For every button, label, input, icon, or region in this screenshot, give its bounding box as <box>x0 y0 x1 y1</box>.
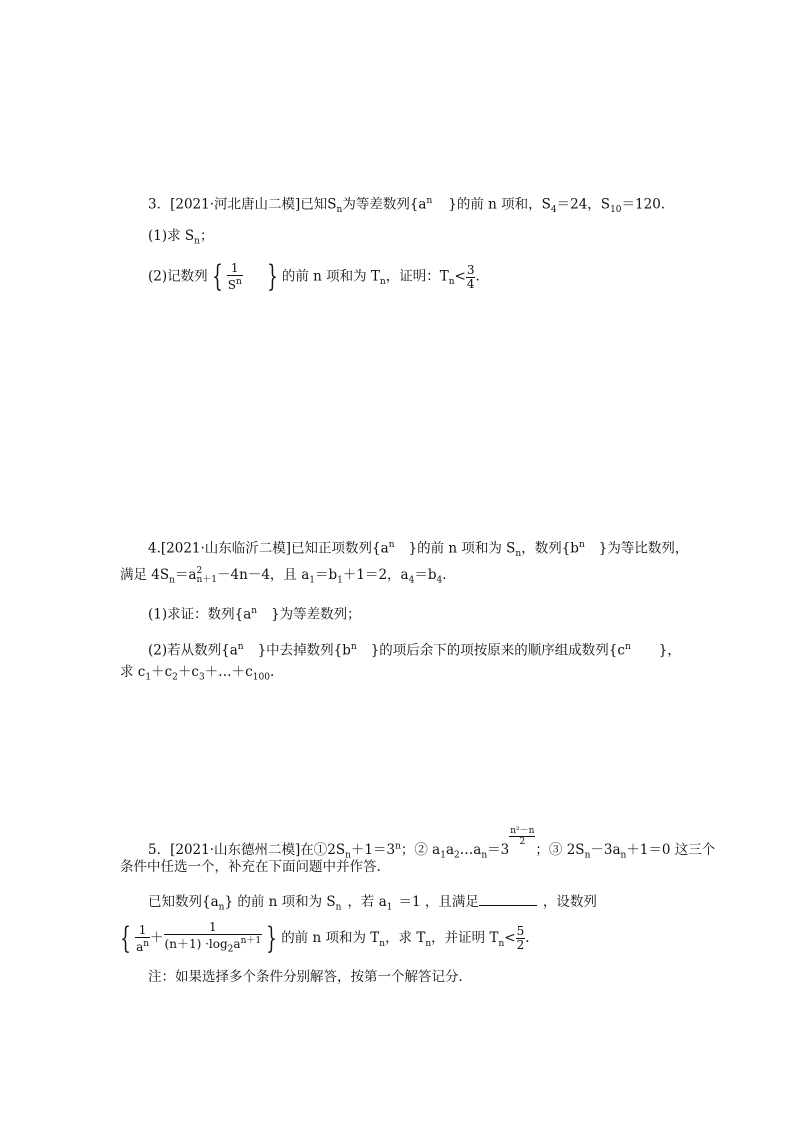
problem-source: [2021·河北唐山二模] <box>170 196 301 213</box>
left-brace-icon: { <box>211 259 223 294</box>
term-fraction-1: $\frac{1}{a^n}$ <box>136 922 150 954</box>
problem-3-stem: 3．[2021·河北唐山二模]已知$S_n$为等差数列{$a^n$ }的前 n 项和，$S_4=24$，$S_{10}=120$. <box>148 196 666 216</box>
reciprocal-fraction: $\frac{1}{S^n}$ <box>227 261 242 292</box>
answer-blank[interactable] <box>479 892 537 906</box>
right-brace-icon: } <box>267 259 278 294</box>
problem-5-stem-line-1: 5．[2021·山东德州二模]在$①2S_n+1=3^n$；② $a_1a_2\dots a_n=3$ $\frac{\text{n²－n}}{2}$ ；③ $2S_n-3a_n+1=0$ 这三个 <box>148 826 716 861</box>
problem-5-question-line-2: { $\frac{1}{a^n}$ ＋ $\frac{1}{(n+1) \cdot\log_2a^{n+1}}$ } 的前 n 项和为 $T_n$，求 $T_n$，并证明 $T_n<$ $\frac{5}{2}$ . <box>120 920 530 956</box>
right-brace-icon: } <box>266 920 277 956</box>
problem-4-part-2-cont: 求 $c_1+c_2+c_3+\dots+c_{100}$. <box>120 664 275 683</box>
problem-5-stem-line-2: 条件中任选一个，补充在下面问题中并作答. <box>120 859 381 875</box>
problem-number: 3． <box>148 196 171 213</box>
problem-3-part-1: (1)求 $S_n$； <box>148 228 214 247</box>
bound-fraction: $\frac{3}{4}$ <box>466 262 475 291</box>
problem-5-question-line-1: 已知数列$\{a_n\}$ 的前 n 项和为 $S_n$ ，若 $a_1 =1$ ，且满足 ，设数列 <box>148 894 597 913</box>
problem-3-part-2: (2)记数列 { $\frac{1}{S^n}$ } 的前 n 项和为 $T_n$，证明：$T_n<$ $\frac{3}{4}$ . <box>148 259 480 294</box>
left-brace-icon: { <box>120 920 131 956</box>
problem-4-stem-line-1: 4.[2021·山东临沂二模]已知正项数列{$a^n$ }的前 n 项和为 $S_n$，数列{$b^n$ }为等比数列， <box>148 540 689 560</box>
bound-fraction: $\frac{5}{2}$ <box>516 924 525 953</box>
exponent-fraction: $\frac{\text{n²－n}}{2}$ <box>510 826 535 847</box>
problem-5-note: 注：如果选择多个条件分别解答，按第一个解答记分． <box>148 969 472 985</box>
term-fraction-2: $\frac{1}{(n+1) \cdot\log_2a^{n+1}}$ <box>164 920 262 955</box>
problem-4-part-1: (1)求证：数列{$a^n$ }为等差数列； <box>148 606 361 623</box>
problem-4-part-2: (2)若从数列{$a^n$ }中去掉数列{$b^n$ }的项后余下的项按原来的顺序组成数列{$c^n$ }， <box>148 642 681 659</box>
problem-4-stem-line-2: 满足 $4S_n=a$ 2 n＋1 －4n－4，且 $a_1=b_1+1=2$，$a_4=b_4$. <box>120 565 447 586</box>
